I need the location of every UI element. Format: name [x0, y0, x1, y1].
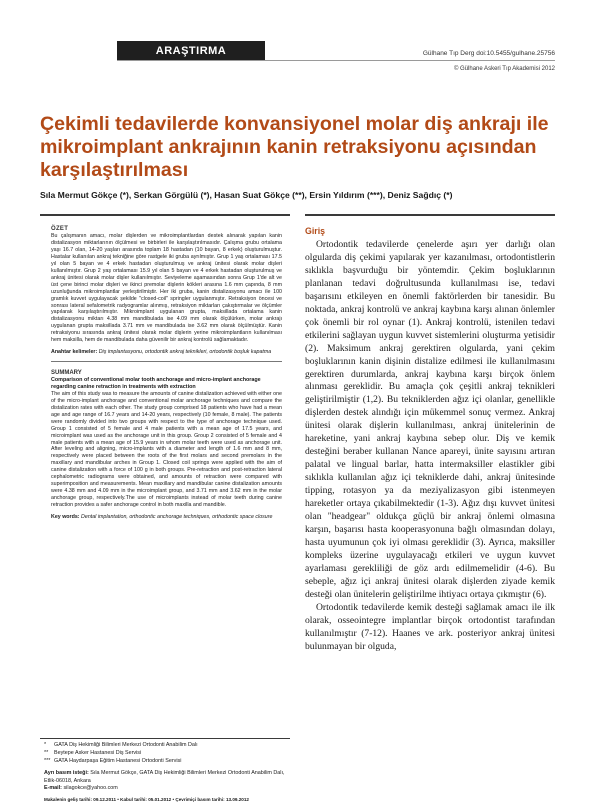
affiliation-mark: **: [44, 749, 49, 756]
summary-keywords: [51, 514, 282, 521]
article-dates: Makalenin geliş tarihi: 09.12.2011 • Kabul tarihi: 05.01.2012 • Çevrimiçi basım tarihi: 13.09.2012: [44, 797, 249, 802]
affiliation-text: Beytepe Asker Hastanesi Diş Servisi: [54, 749, 142, 756]
correspondence-text: Sıla Mermut Gökçe, GATA Diş Hekimliği Bilimleri Merkezi Ortodonti Anabilim Dalı, Etlik-06018, Ankara: [44, 770, 285, 784]
correspondence-label: Ayrı basım isteği:: [44, 770, 89, 776]
copyright: © Gülhane Askeri Tıp Akademisi 2012: [453, 66, 555, 72]
section-banner: ARAŞTIRMA: [117, 41, 265, 61]
summary-text: The aim of this study was to measure the amounts of canine distalization achieved with either one of the micro-implant anchorage and conventional molar anchorage techniques and compare the distalization rates with each other. The study group comprised 18 patients who have had a mean age and age range of 16.7 years and 14-20 years, respectively (10 female, 8 male). The patients were randomly divided into two groups with respect to the type of anchorage technique used. Group 1 consisted of 5 female and 4 male patients with a mean age of 17.5 years, and microimplant was used as the anchorage unit in this group. Group 2 consisted of 5 female and 4 male patients with a mean age of 15.9 years in whom molar teeth were used as anchorage unit. After leveling and aligning, micro-implants with a diameter and length of 1.6 mm and 8 mm, respectively were placed between the roots of the first molars and second premolars in the maxillary and mandibular arches in Group 1. Closed coil springs were applied with the aim of canine distalization with a force of 100 g in both groups. Pre-retraction and post-retraction lateral cephalometric radiograms were obtained, and amounts of retraction were compared with superimposition and measurements. Mean maxillary and mandibular canine distalization amounts were 4.38 mm and 4.09 mm in the microimplant group, and 3.71 mm and 3.62 mm in the molar anchorage group, respectively.The use of microimplants instead of molar teeth during canine retraction provides a safer anchorage control in both maxilla and mandible.: [51, 391, 282, 508]
intro-heading: Giriş: [305, 226, 326, 236]
intro-paragraph: Ortodontik tedavilerde çenelerde aşırı yer darlığı olan olgularda diş çekimi yapılarak yer kazanılması, ortodontistlerin sıklıkla başvurduğu bir yöntemdir. Çekim boşluklarının planlanan tedavi doğrultusunda kullanılması ise, tedavi başarısını etkileyen en önemli faktörlerden bir tanesidir. Bu noktada, ankraj kontrolü ve ankraj kaybına karşı alınan önlemler çok önemli bir rol oynar (1). Ankraj kontrolü, istenilen tedavi etkilerini sağlayan uygun kuvvet sistemlerini oluşturma yetisidir (2). Maksimum ankraj gerektiren olgularda, yani çekim boşluklarının kanin dişinin distalize edilmesi ile kullanılmasını gerektiren durumlarda, ankraj kaybına karşı birçok önlem alınması gereklidir. Bu amaçla çok çeşitli ankraj teknikleri geliştirilmiştir (1,2). Bu tekniklerden ağız içi olanlar, genellikle dişlerden destek alındığı için mükemmel sonuç vermez. Ankraj ünitesi olarak dişlerin kullanılması, ankraj ünitelerinin de hareketine, yani ankraj kaybına sebep olur. Diş ve kemik desteğini beraber kullanan Nance apareyi, ünite sayısını artıran palatal ve lingual barlar, hatta intermaksiller elastikler gibi sıklıkla kullanılan ağız içi tekniklerde dahi, ankraj ünitesinde tipping, rotasyon ya da meziyalizasyon gibi istenmeyen hareketler ortaya çıkabilmektedir (1-3). Ağız dışı kuvvet ünitesi olan "headgear" oldukça güçlü bir ankraj önlemi olmasına karşın, başarısı hasta kooperasyonuna bağlı olmasından dolayı, hasta uyumunun çok iyi olması gereklidir (3). Ayrıca, maksiller kompleks üzerine uygulayacağı etkileri ve uygun kuvvet ayarlaması gerekliliği de göz ardı edilmemelidir (4-6). Bu sebeple, ağız içi ankraj ünitesi olarak dişlerden ziyade kemik desteği olan ünitelerin geliştirilme ihtiyacı ortaya çıkmıştır (6).: [305, 239, 555, 600]
email-link[interactable]: silagokce@yahoo.com: [63, 785, 118, 792]
affiliation-mark: *: [44, 742, 47, 748]
abstract-box: [40, 214, 290, 739]
abstract-heading: ÖZET: [51, 226, 69, 232]
article-title: Çekimli tedavilerde konvansiyonel molar diş ankrajı ile mikroimplant ankrajının kanin retraksiyonu açısından karşılaştırılması: [40, 113, 549, 181]
abstract-keywords: [51, 349, 282, 356]
abstract-divider: [51, 361, 282, 362]
email-label: E-mail:: [44, 785, 62, 792]
author-list: Sıla Mermut Gökçe (*), Serkan Görgülü (*), Hasan Suat Gökçe (**), Ersin Yıldırım (***), Deniz Sağdıç (*): [40, 190, 453, 200]
keywords-label-en: Key words:: [51, 513, 80, 520]
intro-column: [305, 214, 555, 654]
affiliation-text: GATA Haydarpaşa Eğitim Hastanesi Ortodonti Servisi: [54, 757, 182, 764]
abstract-text: Bu çalışmanın amacı, molar dişlerden ve mikroimplantlardan destek alınarak yapılan kanin distalizasyon miktarlarının ölçülmesi ve birbirleri ile karşılaştırılmasıdır. Çalışma grubu ortalama yaşı 16.7 olan, 14-20 yaşları arasında toplam 18 hastadan (10 bayan, 8 erkek) oluşturulmuştur. Hastalar kullanılan ankraj tekniğine göre rastgele iki gruba ayrılmıştır. Grup 1 yaş ortalaması 17.5 yıl olan 5 bayan ve 4 erkek hastadan oluşturulmuş ve ankraj ünitesi olarak molar dişleri kullanılmıştır. Grup 2 yaş ortalaması 15.9 yıl olan 5 bayan ve 4 erkek hastadan oluşturulmuş ve ankraj ünitesi olarak molar dişler kullanılmıştır. Seviyeleme aşamasından sonra Grup 1'de alt ve üst çene birinci molar dişleri ve ikinci premolar dişlerin kökleri arasına 1.6 mm çapında, 8 mm uzunluğunda mikroimplantlar yerleştirilmiştir. Her iki gruba, kanin distalizasyonu amacı ile 100 gramlık kuvvet uygulayacak şekilde "closed-coil" springler uygulanmıştır. Retraksiyon öncesi ve sonrası lateral sefalometrik radyogramlar alınmış, retraksiyon miktarları çakıştırmalar ve ölçümler yapılarak karşılaştırılmıştır. Mikroimplant uygulanan grupta, maksillada ortalama kanin distalizasyonu miktarı 4.38 mm mandibulada ise 4.09 mm olarak ölçülürken, molar ankrajı uygulanan grupta maksillada 3.71 mm ve mandibulada ise 3.62 mm olarak ölçülmüştür. Kanin retraksiyonu sırasında ankraj ünitesi olarak molar dişlerin yerine mikroimplantların kullanılması hem maksilla, hem de mandibulada daha güvenilir bir ankraj kontrolü sağlamaktadır.: [51, 233, 282, 344]
intro-paragraph: Ortodontik tedavilerde kemik desteği sağlamak amacı ile ilk olarak, osseointegre implantlar birçok ortodontist tarafından kullanılmıştır (7-12). Haanes ve ark. posteriyor ankraj ünitesi bulunmayan bir olguda,: [305, 601, 555, 652]
affiliation-text: GATA Diş Hekimliği Bilimleri Merkezi Ortodonti Anabilim Dalı: [54, 742, 198, 748]
summary-heading: SUMMARY: [51, 370, 82, 377]
keywords-label: Anahtar kelimeler:: [51, 349, 98, 356]
affiliations: [44, 742, 289, 765]
summary-title: Comparison of conventional molar tooth anchorage and micro-implant anchorage regarding canine retraction in treatments with extraction: [51, 377, 261, 390]
intro-body: [305, 239, 555, 654]
journal-doi: Gülhane Tıp Derg doi:10.5455/gulhane.25756: [422, 50, 555, 57]
header-rule: [117, 60, 555, 61]
affiliation-item: [44, 750, 289, 758]
affiliation-item: [44, 742, 289, 750]
correspondence: [44, 770, 289, 793]
keywords-text: Diş implantasyonu, ortodontik ankraj teknikleri, ortodontik boşluk kapatma: [98, 349, 272, 356]
keywords-text-en: Dental implantation, orthodontic anchorage techniques, orthodontic space closure: [81, 513, 273, 520]
affiliation-item: [44, 758, 289, 766]
affiliation-mark: ***: [44, 757, 51, 764]
